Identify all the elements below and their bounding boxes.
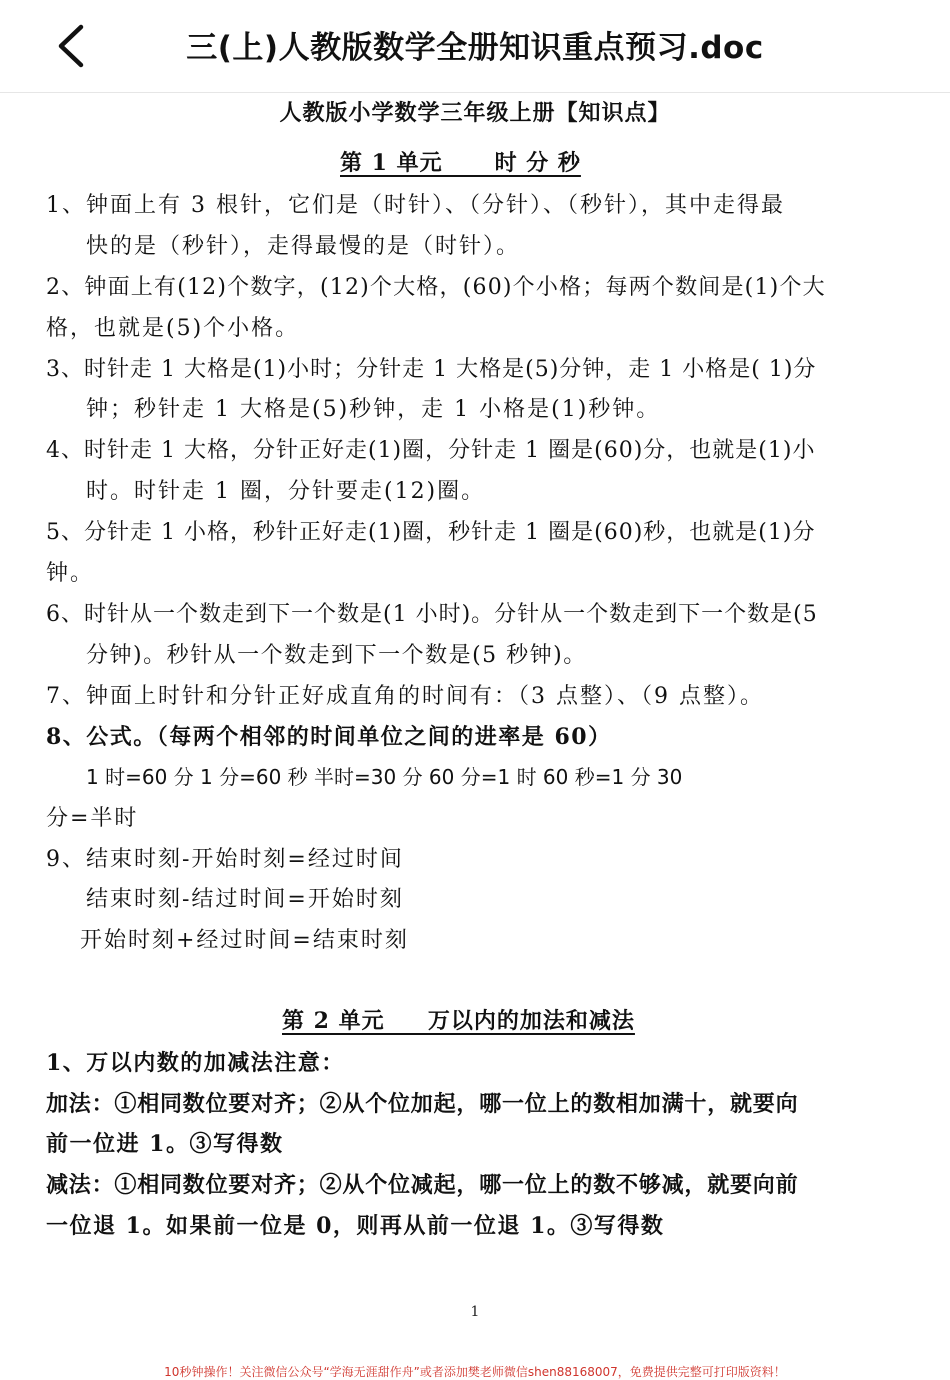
unit-1-line: 1、钟面上有 3 根针，它们是（时针）、（分针）、（秒针），其中走得最 bbox=[46, 193, 785, 218]
unit-1-title: 第 1 单元 时 分 秒 bbox=[340, 150, 581, 176]
promo-footer: 10秒钟操作！关注微信公众号“学海无涯甜作舟”或者添加樊老师微信shen88168007，免费提供完整可打印版资料！ bbox=[164, 1365, 786, 1379]
unit-2-line: 加法：①相同数位要对齐；②从个位加起，哪一位上的数相加满十，就要向 bbox=[46, 1091, 799, 1117]
unit-1-line: 分=半时 bbox=[46, 806, 139, 831]
top-bar bbox=[0, 0, 950, 93]
unit-1-line: 5、分针走 1 小格，秒针正好走(1)圈，秒针走 1 圈是(60)秒，也就是(1)分 bbox=[46, 520, 816, 545]
unit-2-line: 一位退 1。如果前一位是 0，则再从前一位退 1。③写得数 bbox=[46, 1213, 665, 1239]
chevron-left-icon bbox=[55, 24, 85, 68]
unit-2-title: 第 2 单元 万以内的加法和减法 bbox=[282, 1008, 635, 1034]
document-page bbox=[0, 92, 950, 1380]
page-number: 1 bbox=[470, 1304, 480, 1320]
unit-1-line: 分钟)。秒针从一个数走到下一个数是(5 秒钟)。 bbox=[86, 643, 587, 668]
unit-2-line: 减法：①相同数位要对齐；②从个位减起，哪一位上的数不够减，就要向前 bbox=[46, 1172, 799, 1198]
unit-1-line: 2、钟面上有(12)个数字，(12)个大格，(60)个小格；每两个数间是(1)个大 bbox=[46, 275, 826, 300]
unit-1-line: 钟；秒针走 1 大格是(5)秒钟，走 1 小格是(1)秒钟。 bbox=[86, 397, 661, 422]
unit-2-line: 1、万以内数的加减法注意： bbox=[46, 1050, 345, 1076]
unit-1-line: 钟。 bbox=[46, 561, 95, 586]
unit-1-line: 3、时针走 1 大格是(1)小时；分针走 1 大格是(5)分钟，走 1 小格是( 1)分 bbox=[46, 357, 817, 382]
unit-1-line: 开始时刻+经过时间=结束时刻 bbox=[80, 928, 409, 953]
document-heading: 人教版小学数学三年级上册【知识点】 bbox=[279, 100, 671, 126]
unit-1-line: 9、结束时刻-开始时刻=经过时间 bbox=[46, 847, 404, 872]
unit-1-line: 4、时针走 1 大格，分针正好走(1)圈，分针走 1 圈是(60)分，也就是(1)小 bbox=[46, 438, 816, 463]
unit-2-line: 前一位进 1。③写得数 bbox=[46, 1131, 284, 1157]
unit-1-line: 6、时针从一个数走到下一个数是(1 小时)。分针从一个数走到下一个数是(5 bbox=[46, 602, 818, 627]
unit-1-line: 时。时针走 1 圈，分针要走(12)圈。 bbox=[86, 479, 486, 504]
unit-1-line: 格，也就是(5)个小格。 bbox=[46, 316, 300, 341]
unit-1-formula-line: 1 时=60 分 1 分=60 秒 半时=30 分 60 分=1 时 60 秒=1 分 30 bbox=[86, 765, 683, 789]
unit-1-line: 快的是（秒针），走得最慢的是（时针）。 bbox=[86, 234, 521, 259]
unit-1-line: 结束时刻-结过时间=开始时刻 bbox=[86, 887, 404, 912]
document-title: 三(上)人教版数学全册知识重点预习.doc bbox=[186, 30, 764, 66]
unit-1-formula-heading: 8、公式。（每两个相邻的时间单位之间的进率是 60） bbox=[46, 724, 612, 750]
unit-1-line: 7、钟面上时针和分针正好成直角的时间有：（3 点整）、（9 点整）。 bbox=[46, 684, 764, 709]
back-button[interactable] bbox=[40, 18, 100, 74]
